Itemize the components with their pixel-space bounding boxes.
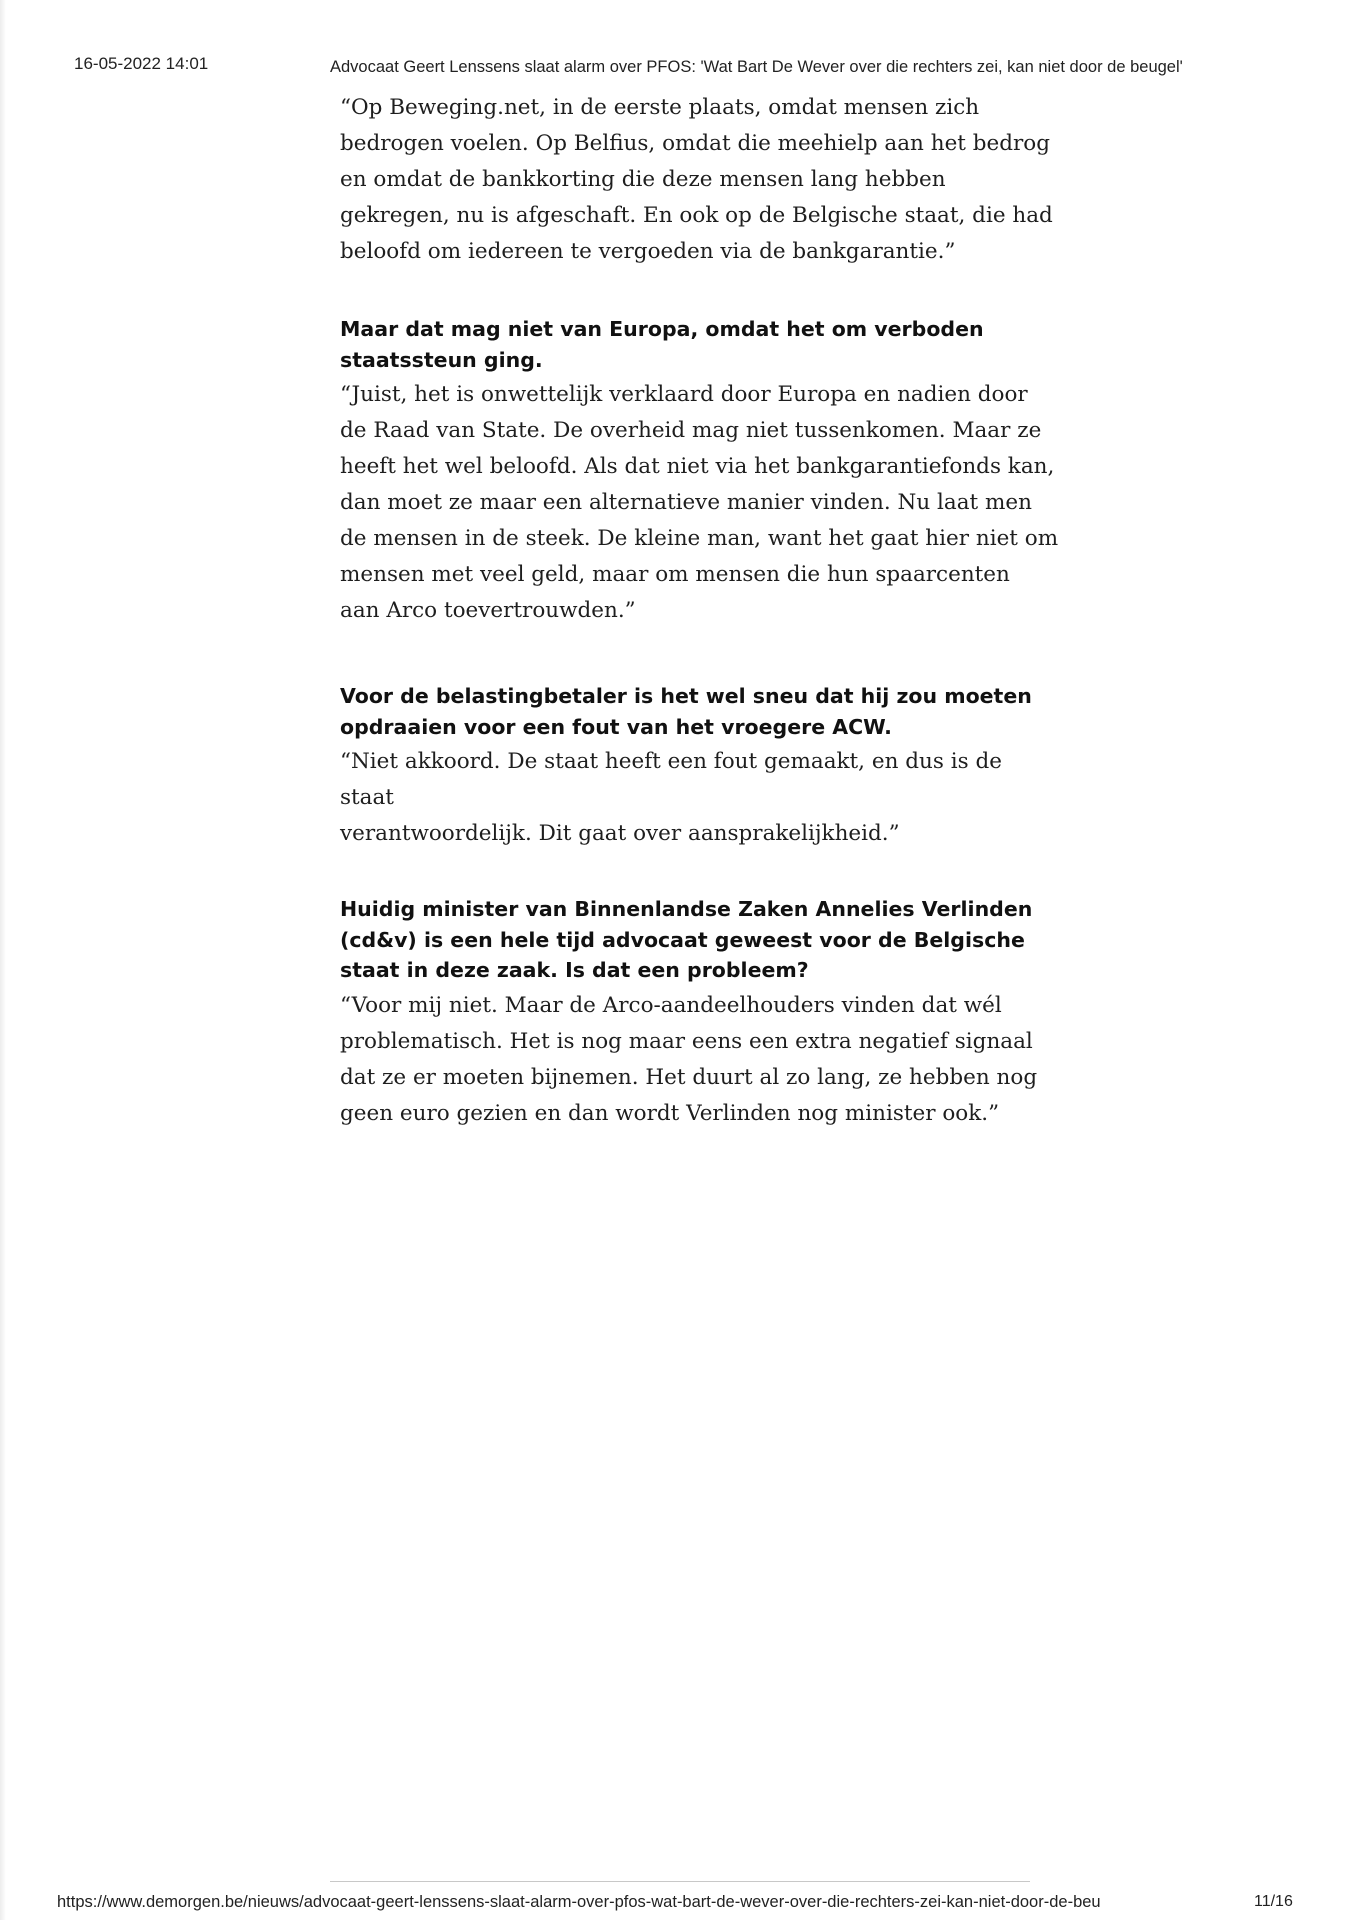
print-date: 16-05-2022 14:01 [74, 54, 209, 73]
interview-question-2: Maar dat mag niet van Europa, omdat het om verboden staatssteun ging. [340, 317, 984, 372]
interview-question-3: Voor de belastingbetaler is het wel sneu dat hij zou moeten opdraaien voor een fout van het vroegere ACW. [340, 684, 1032, 739]
interview-question-4: Huidig minister van Binnenlandse Zaken Annelies Verlinden (cd&v) is een hele tijd advocaat geweest voor de Belgische staat in deze zaak. Is dat een probleem? [340, 897, 1033, 982]
answer-paragraph-1: “Op Beweging.net, in de eerste plaats, omdat mensen zich bedrogen voelen. Op Belfius, omdat die meehielp aan het bedrog en omdat de bankkorting die deze mensen lang hebben gekregen, nu is afgeschaft. En ook op de Belgische staat, die had beloofd om iedereen te vergoeden via de bankgarantie.” [340, 95, 1053, 264]
footer-divider [330, 1881, 1030, 1882]
print-url: https://www.demorgen.be/nieuws/advocaat-geert-lenssens-slaat-alarm-over-pfos-wat-bart-de-wever-over-die-rechters-zei-kan-niet-door-de-beu [57, 1893, 1101, 1911]
answer-paragraph-2: “Juist, het is onwettelijk verklaard door Europa en nadien door de Raad van State. De overheid mag niet tussenkomen. Maar ze heeft het wel beloofd. Als dat niet via het bankgarantiefonds kan, dan moet ze maar een alternatieve manier vinden. Nu laat men de mensen in de steek. De kleine man, want het gaat hier niet om mensen met veel geld, maar om mensen die hun spaarcenten aan Arco toevertrouwden.” [340, 382, 1059, 623]
answer-paragraph-4: “Voor mij niet. Maar de Arco-aandeelhouders vinden dat wél problematisch. Het is nog maar eens een extra negatief signaal dat ze er moeten bijnemen. Het duurt al zo lang, ze hebben nog geen euro gezien en dan wordt Verlinden nog minister ook.” [340, 992, 1038, 1126]
scan-edge-shadow [0, 0, 6, 1920]
print-title: Advocaat Geert Lenssens slaat alarm over PFOS: 'Wat Bart De Wever over die rechters zei, kan niet door de beugel' [330, 58, 1183, 76]
answer-paragraph-3: “Niet akkoord. De staat heeft een fout gemaakt, en dus is de staat verantwoordelijk. Dit gaat over aansprakelijkheid.” [340, 749, 1002, 846]
article-body [340, 90, 1060, 1132]
page-number: 11/16 [1254, 1893, 1293, 1910]
